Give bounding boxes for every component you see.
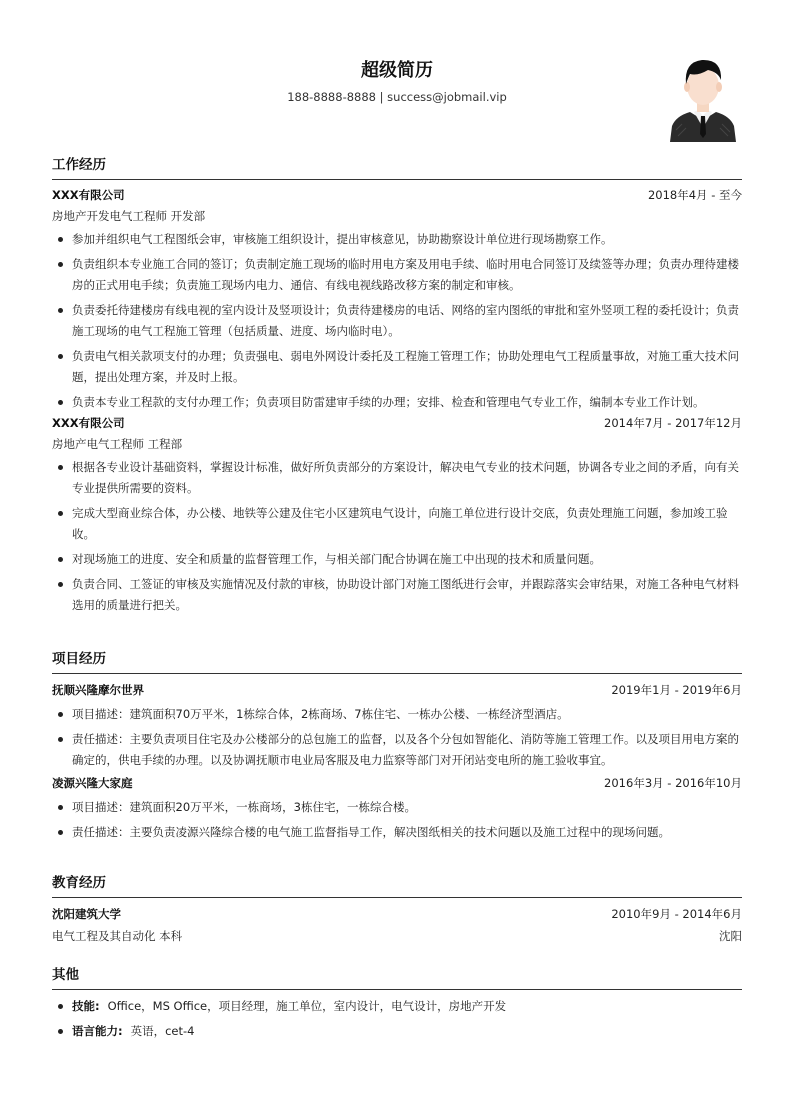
- company-name: XXX有限公司: [52, 416, 125, 430]
- avatar: [668, 54, 738, 142]
- project-date: 2016年3月 - 2016年10月: [604, 776, 742, 790]
- resume-header: [52, 0, 742, 150]
- job-entry: [52, 415, 742, 616]
- projects-section: [52, 647, 742, 843]
- list-item: 负责委托待建楼房有线电视的室内设计及竖项设计；负责待建楼房的电话、网络的室内图纸的审批和室外竖项工程的委托设计；负责施工现场的电气工程施工管理（包括质量、进度、场内临时电）。: [52, 300, 742, 342]
- section-title-work: 工作经历: [52, 153, 742, 180]
- list-item: 项目描述：建筑面积70万平米，1栋综合体，2栋商场、7栋住宅、一栋办公楼、一栋经济型酒店。: [52, 704, 742, 725]
- job-role: 房地产开发电气工程师 开发部: [52, 209, 206, 223]
- section-title-projects: 项目经历: [52, 647, 742, 674]
- education-entry: [52, 906, 742, 944]
- project-bullets: [52, 704, 742, 771]
- list-item: 责任描述：主要负责项目住宅及办公楼部分的总包施工的监督，以及各个分包如智能化、消防等施工管理工作。以及项目用电方案的确定的，供电手续的办理。以及协调抚顺市电业局客服及电力监察等部门对开闭站变电所的施工验收事宜。: [52, 729, 742, 771]
- contact-info: 188-8888-8888 | success@jobmail.vip: [287, 90, 507, 104]
- project-entry: [52, 682, 742, 771]
- education-date: 2010年9月 - 2014年6月: [611, 907, 742, 921]
- job-entry: [52, 187, 742, 413]
- list-item: 参加并组织电气工程图纸会审，审核施工组织设计，提出审核意见，协助勘察设计单位进行现场勘察工作。: [52, 229, 742, 250]
- skills-value: Office，MS Office，项目经理，施工单位，室内设计，电气设计，房地产开发: [107, 999, 507, 1013]
- language-value: 英语，cet-4: [130, 1024, 195, 1038]
- list-item: 项目描述：建筑面积20万平米，一栋商场，3栋住宅，一栋综合楼。: [52, 797, 742, 818]
- list-item: 对现场施工的进度、安全和质量的监督管理工作，与相关部门配合协调在施工中出现的技术和质量问题。: [52, 549, 742, 570]
- list-item: 完成大型商业综合体，办公楼、地铁等公建及住宅小区建筑电气设计，向施工单位进行设计交底，负责处理施工问题，参加竣工验收。: [52, 503, 742, 545]
- list-item: 责任描述：主要负责凌源兴隆综合楼的电气施工监督指导工作，解决图纸相关的技术问题以及施工过程中的现场问题。: [52, 822, 742, 843]
- other-bullets: [52, 996, 742, 1042]
- project-date: 2019年1月 - 2019年6月: [611, 683, 742, 697]
- company-name: XXX有限公司: [52, 188, 125, 202]
- list-item: [52, 1021, 742, 1042]
- job-bullets: [52, 457, 742, 616]
- job-role: 房地产电气工程师 工程部: [52, 437, 183, 451]
- job-date: 2018年4月 - 至今: [647, 188, 742, 202]
- project-bullets: [52, 797, 742, 843]
- candidate-name: 超级简历: [361, 60, 433, 81]
- list-item: 根据各专业设计基础资料，掌握设计标准，做好所负责部分的方案设计，解决电气专业的技术问题，协调各专业之间的矛盾，向有关专业提供所需要的资料。: [52, 457, 742, 499]
- list-item: 负责组织本专业施工合同的签订；负责制定施工现场的临时用电方案及用电手续、临时用电合同签订及续签等办理；负责办理待建楼房的正式用电手续；负责施工现场内电力、通信、有线电视线路改移方案的制定和审核。: [52, 254, 742, 296]
- job-bullets: [52, 229, 742, 413]
- project-name: 凌源兴隆大家庭: [52, 776, 133, 790]
- language-label: 语言能力:: [72, 1024, 123, 1038]
- project-name: 抚顺兴隆摩尔世界: [52, 683, 144, 697]
- section-title-other: 其他: [52, 963, 742, 990]
- job-date: 2014年7月 - 2017年12月: [604, 416, 742, 430]
- major: 电气工程及其自动化 本科: [52, 929, 183, 943]
- school-city: 沈阳: [719, 929, 742, 943]
- education-section: [52, 871, 742, 944]
- other-section: [52, 963, 742, 1042]
- list-item: 负责本专业工程款的支付办理工作；负责项目防雷建审手续的办理；安排、检查和管理电气专业工作，编制本专业工作计划。: [52, 392, 742, 413]
- work-section: [52, 153, 742, 616]
- section-title-education: 教育经历: [52, 871, 742, 898]
- project-entry: [52, 775, 742, 843]
- list-item: 负责合同、工签证的审核及实施情况及付款的审核，协助设计部门对施工图纸进行会审，并跟踪落实会审结果，对施工各种电气材料选用的质量进行把关。: [52, 574, 742, 616]
- list-item: 负责电气相关款项支付的办理；负责强电、弱电外网设计委托及工程施工管理工作；协助处理电气工程质量事故，对施工重大技术问题，提出处理方案，并及时上报。: [52, 346, 742, 388]
- school-name: 沈阳建筑大学: [52, 907, 121, 921]
- list-item: [52, 996, 742, 1017]
- skills-label: 技能:: [72, 999, 100, 1013]
